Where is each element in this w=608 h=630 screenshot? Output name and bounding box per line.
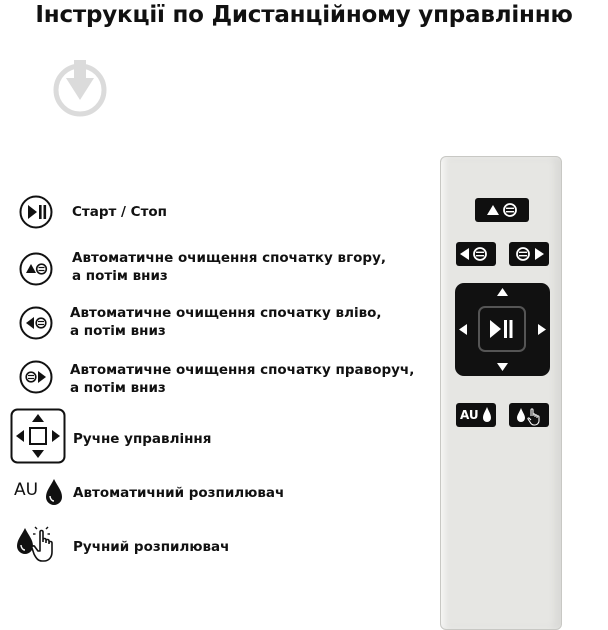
download-watermark-icon <box>52 56 108 118</box>
dpad-icon <box>10 408 66 464</box>
legend-auto-up: Автоматичне очищення спочатку вгору, <box>72 250 387 266</box>
right-clean-icon <box>19 360 53 394</box>
drop-hand-icon <box>16 526 64 564</box>
play-pause-icon <box>19 195 53 229</box>
remote-auto-spray-button[interactable] <box>456 403 496 427</box>
remote-manual-spray-button[interactable] <box>509 403 549 427</box>
remote-auto-left-button[interactable] <box>456 242 496 266</box>
left-clean-icon <box>456 242 496 266</box>
right-clean-icon <box>509 242 549 266</box>
drop-icon <box>44 478 64 506</box>
dpad-up-button[interactable] <box>490 283 515 305</box>
legend-start-stop: Старт / Стоп <box>72 204 167 220</box>
dpad-right-button[interactable] <box>528 316 550 342</box>
play-pause-icon <box>480 308 524 350</box>
legend-auto-right-2: а потім вниз <box>70 380 166 396</box>
drop-hand-icon <box>509 403 549 427</box>
dpad-down-button[interactable] <box>490 354 515 376</box>
dpad-left-button[interactable] <box>455 316 477 342</box>
drop-icon <box>482 406 492 424</box>
up-clean-icon <box>475 198 529 222</box>
legend-auto-up-2: а потім вниз <box>72 268 168 284</box>
left-clean-icon <box>19 306 53 340</box>
up-clean-icon <box>19 252 53 286</box>
legend-auto-spray: Автоматичний розпилювач <box>73 485 285 501</box>
remote-au-label: AU <box>460 408 479 422</box>
remote-auto-up-button[interactable] <box>475 198 529 222</box>
remote-auto-right-button[interactable] <box>509 242 549 266</box>
legend-manual-spray: Ручний розпилювач <box>73 539 230 555</box>
legend-auto-left: Автоматичне очищення спочатку вліво, <box>70 305 382 321</box>
remote-control <box>440 156 562 630</box>
legend-manual: Ручне управління <box>73 431 212 447</box>
remote-start-stop-button[interactable] <box>478 306 526 352</box>
page-title: Інструкції по Дистанційному управлінню <box>35 2 573 28</box>
au-label: AU <box>14 480 39 500</box>
legend-auto-right: Автоматичне очищення спочатку праворуч, <box>70 362 415 378</box>
legend-auto-left-2: а потім вниз <box>70 323 166 339</box>
